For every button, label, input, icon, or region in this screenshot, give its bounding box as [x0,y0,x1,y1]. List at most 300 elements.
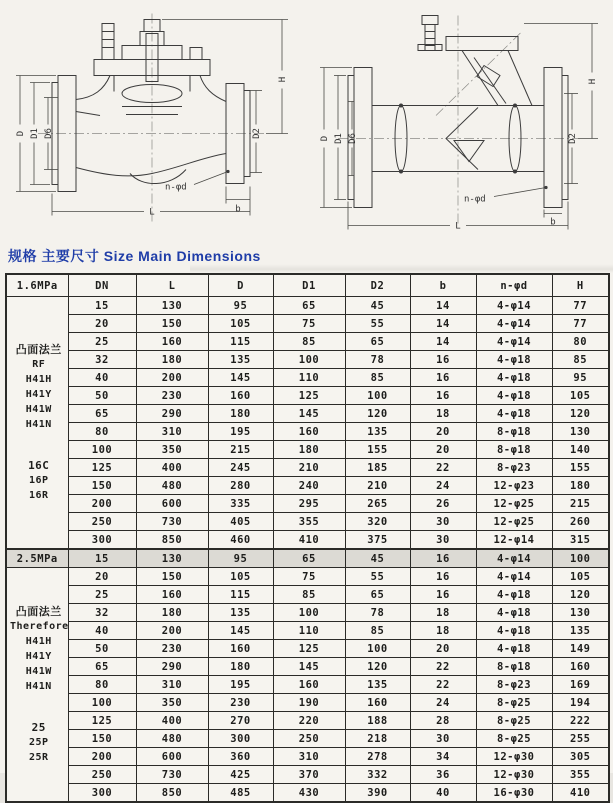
cell-d1: 250 [273,730,345,748]
cell-nphid: 4-φ18 [476,351,552,369]
cell-d1: 190 [273,694,345,712]
cell-h: 130 [552,604,609,622]
table-row [6,369,609,387]
cell-dn: 40 [68,622,136,640]
cell-d2: 185 [345,459,410,477]
cell-l: 290 [136,405,208,423]
cell-b: 18 [410,622,476,640]
table-row [6,784,609,803]
cell-l: 730 [136,766,208,784]
cell-l: 310 [136,676,208,694]
cell-b: 26 [410,495,476,513]
dimension-labels [320,79,598,232]
cell-d: 405 [208,513,273,531]
cell-nphid: 12-φ30 [476,748,552,766]
cell-d2: 135 [345,676,410,694]
pressure-label: 2.5MPa [6,549,68,568]
cell-d: 115 [208,586,273,604]
cell-l: 200 [136,369,208,387]
cell-h: 260 [552,513,609,531]
cell-dn: 250 [68,513,136,531]
cell-d1: 160 [273,676,345,694]
dim-label-d: D [16,130,26,137]
cell-nphid: 4-φ18 [476,586,552,604]
cell-nphid: 8-φ25 [476,712,552,730]
cell-h: 215 [552,495,609,513]
cell-b: 22 [410,676,476,694]
cell-d: 135 [208,351,273,369]
cell-h: 105 [552,387,609,405]
cell-dn: 32 [68,351,136,369]
cell-d: 360 [208,748,273,766]
cell-b: 18 [410,604,476,622]
cell-h: 355 [552,766,609,784]
series-label-cell [6,297,68,550]
label-group [10,342,68,432]
table-row [6,423,609,441]
cell-h: 194 [552,694,609,712]
cell-d: 245 [208,459,273,477]
cell-nphid: 12-φ14 [476,531,552,550]
table-row [6,568,609,586]
cell-dn: 20 [68,568,136,586]
cell-nphid: 4-φ18 [476,369,552,387]
cell-l: 350 [136,694,208,712]
dim-label-nphid: n-φd [165,182,187,193]
cell-nphid: 4-φ14 [476,297,552,315]
cell-l: 600 [136,495,208,513]
cell-h: 105 [552,568,609,586]
dim-label-nphid: n-φd [464,194,486,205]
cell-d: 115 [208,333,273,351]
cell-l: 200 [136,622,208,640]
cell-d1: 110 [273,369,345,387]
table-row [6,297,609,315]
cell-d1: 125 [273,640,345,658]
cell-d1: 370 [273,766,345,784]
valve-outline [52,20,250,192]
cell-d2: 85 [345,369,410,387]
series-label: H41N [25,681,52,692]
lift-check-valve-svg [2,2,302,238]
cell-d2: 65 [345,333,410,351]
dim-label-h: H [588,78,598,85]
cell-l: 130 [136,297,208,315]
table-row [6,459,609,477]
table-row [6,604,609,622]
cell-d2: 45 [345,297,410,315]
cell-b: 18 [410,405,476,423]
cell-d2: 135 [345,423,410,441]
cell-h: 120 [552,405,609,423]
dimensions-table [5,273,610,803]
dim-label-l: L [455,221,461,232]
cell-d1: 110 [273,622,345,640]
table-row [6,441,609,459]
cell-l: 400 [136,459,208,477]
table-row [6,315,609,333]
cell-d2: 390 [345,784,410,803]
table-row [6,351,609,369]
cell-d: 195 [208,676,273,694]
cell-b: 40 [410,784,476,803]
cell-dn: 15 [68,549,136,568]
cell-d2: 155 [345,441,410,459]
series-label: H41Y [25,651,52,662]
series-label-cell [6,568,68,803]
cell-d2: 120 [345,405,410,423]
cell-dn: 50 [68,640,136,658]
label-group [10,604,68,694]
cell-nphid: 8-φ25 [476,694,552,712]
cell-d1: 410 [273,531,345,550]
series-label: RF [32,359,46,370]
cell-b: 24 [410,477,476,495]
cell-nphid: 4-φ18 [476,622,552,640]
lift-check-valve-drawing [2,2,302,238]
series-label: H41H [25,374,52,385]
col-header-h: H [552,274,609,297]
dim-label-d6: D6 [44,128,54,139]
cell-nphid: 4-φ14 [476,568,552,586]
cell-h: 77 [552,297,609,315]
cell-d2: 55 [345,315,410,333]
table-row [6,766,609,784]
cell-dn: 150 [68,730,136,748]
cell-b: 22 [410,459,476,477]
cell-d: 95 [208,549,273,568]
cell-dn: 250 [68,766,136,784]
cell-d2: 188 [345,712,410,730]
cell-l: 600 [136,748,208,766]
cell-d2: 78 [345,604,410,622]
cell-d: 485 [208,784,273,803]
cell-d1: 145 [273,405,345,423]
series-label: Therefore [10,621,69,632]
cell-d: 180 [208,658,273,676]
dim-label-b: b [550,217,556,228]
cell-d2: 320 [345,513,410,531]
series-label: 25 [31,721,46,734]
cell-d: 105 [208,315,273,333]
cell-l: 150 [136,315,208,333]
cell-d1: 160 [273,423,345,441]
cell-d: 335 [208,495,273,513]
series-label: H41W [25,666,52,677]
cell-nphid: 12-φ30 [476,766,552,784]
cell-nphid: 12-φ25 [476,495,552,513]
cell-d: 95 [208,297,273,315]
dim-label-l: L [149,207,155,218]
cell-b: 14 [410,315,476,333]
cell-d2: 85 [345,622,410,640]
cell-d1: 100 [273,351,345,369]
label-group [10,458,68,503]
cell-b: 34 [410,748,476,766]
dim-label-h: H [278,76,288,83]
cell-l: 850 [136,784,208,803]
cell-l: 400 [136,712,208,730]
cell-d: 280 [208,477,273,495]
cell-b: 24 [410,694,476,712]
dim-label-d1: D1 [30,128,40,139]
cell-d1: 145 [273,658,345,676]
cell-nphid: 8-φ23 [476,459,552,477]
cell-d2: 120 [345,658,410,676]
col-header-dn: DN [68,274,136,297]
cell-d: 270 [208,712,273,730]
cell-d1: 180 [273,441,345,459]
cell-dn: 50 [68,387,136,405]
cell-nphid: 4-φ14 [476,315,552,333]
label-group [10,720,68,765]
cell-d: 460 [208,531,273,550]
cell-d1: 240 [273,477,345,495]
cell-dn: 300 [68,531,136,550]
series-label: H41Y [25,389,52,400]
col-header-l: L [136,274,208,297]
cell-dn: 80 [68,676,136,694]
cell-b: 20 [410,441,476,459]
cell-dn: 200 [68,748,136,766]
series-label: 凸面法兰 [15,343,62,356]
cell-d1: 210 [273,459,345,477]
center-lines [338,16,578,224]
cell-nphid: 8-φ25 [476,730,552,748]
cell-dn: 100 [68,441,136,459]
cell-h: 130 [552,423,609,441]
cell-dn: 125 [68,712,136,730]
dim-label-d: D [320,135,330,142]
cell-h: 410 [552,784,609,803]
cell-d1: 220 [273,712,345,730]
cell-l: 480 [136,730,208,748]
col-header-d1: D1 [273,274,345,297]
cell-b: 14 [410,333,476,351]
cell-nphid: 16-φ30 [476,784,552,803]
cell-nphid: 4-φ18 [476,640,552,658]
cell-b: 14 [410,297,476,315]
series-label: 25R [28,752,49,763]
dim-label-d6: D6 [348,133,358,144]
table-row [6,712,609,730]
series-label: 凸面法兰 [15,605,62,618]
cell-b: 20 [410,640,476,658]
cell-d2: 278 [345,748,410,766]
cell-h: 169 [552,676,609,694]
cell-dn: 40 [68,369,136,387]
swing-check-valve-drawing [308,2,608,238]
cell-d1: 125 [273,387,345,405]
cell-dn: 80 [68,423,136,441]
cell-d2: 45 [345,549,410,568]
cell-dn: 65 [68,405,136,423]
cell-d1: 355 [273,513,345,531]
cell-l: 180 [136,604,208,622]
cell-d2: 332 [345,766,410,784]
table-header-row [6,274,609,297]
cell-nphid: 4-φ18 [476,405,552,423]
center-lines [38,14,266,222]
cell-d1: 85 [273,586,345,604]
cell-h: 100 [552,549,609,568]
cell-l: 850 [136,531,208,550]
cell-l: 160 [136,586,208,604]
swing-check-valve-svg [308,2,608,238]
cell-d1: 65 [273,549,345,568]
cell-nphid: 4-φ14 [476,333,552,351]
cell-d2: 210 [345,477,410,495]
cell-dn: 15 [68,297,136,315]
col-header-b: b [410,274,476,297]
cell-h: 149 [552,640,609,658]
cell-l: 130 [136,549,208,568]
cell-l: 230 [136,387,208,405]
cell-nphid: 4-φ14 [476,549,552,568]
cell-h: 77 [552,315,609,333]
cell-h: 140 [552,441,609,459]
cell-h: 120 [552,586,609,604]
cell-d2: 100 [345,640,410,658]
cell-d: 160 [208,640,273,658]
table-row [6,586,609,604]
dim-label-d1: D1 [334,133,344,144]
cell-b: 16 [410,369,476,387]
cell-dn: 300 [68,784,136,803]
cell-b: 20 [410,423,476,441]
cell-h: 222 [552,712,609,730]
cell-l: 230 [136,640,208,658]
cell-nphid: 8-φ18 [476,423,552,441]
cell-l: 310 [136,423,208,441]
col-header-nphid: n-φd [476,274,552,297]
cell-h: 305 [552,748,609,766]
cell-h: 160 [552,658,609,676]
cell-h: 80 [552,333,609,351]
cell-d1: 75 [273,568,345,586]
cell-dn: 200 [68,495,136,513]
pressure-label: 1.6MPa [6,274,68,297]
cell-dn: 20 [68,315,136,333]
cell-nphid: 8-φ18 [476,658,552,676]
cell-d2: 78 [345,351,410,369]
cell-dn: 65 [68,658,136,676]
page-title: 规格 主要尺寸 Size Main Dimensions [8,248,261,264]
cell-b: 16 [410,586,476,604]
cell-dn: 100 [68,694,136,712]
cell-d1: 65 [273,297,345,315]
cell-d: 145 [208,622,273,640]
cell-b: 36 [410,766,476,784]
table-row [6,549,609,568]
cell-b: 22 [410,658,476,676]
cell-dn: 32 [68,604,136,622]
cell-b: 30 [410,513,476,531]
col-header-d: D [208,274,273,297]
cell-l: 160 [136,333,208,351]
cell-d1: 430 [273,784,345,803]
cell-b: 16 [410,387,476,405]
cell-b: 30 [410,730,476,748]
cell-d2: 375 [345,531,410,550]
table-row [6,405,609,423]
series-label: 25P [28,737,49,748]
cell-d: 300 [208,730,273,748]
table-row [6,640,609,658]
table-row [6,676,609,694]
series-label: 16P [28,475,49,486]
table-row [6,333,609,351]
cell-dn: 25 [68,586,136,604]
cell-d2: 160 [345,694,410,712]
cell-l: 150 [136,568,208,586]
table-row [6,387,609,405]
table-row [6,694,609,712]
table-row [6,730,609,748]
cell-d2: 265 [345,495,410,513]
dim-label-d2: D2 [252,128,262,139]
cell-d: 195 [208,423,273,441]
cell-d1: 75 [273,315,345,333]
series-label: H41N [25,419,52,430]
series-label: H41W [25,404,52,415]
cell-dn: 150 [68,477,136,495]
col-header-d2: D2 [345,274,410,297]
cell-d: 215 [208,441,273,459]
cell-h: 135 [552,622,609,640]
table-row [6,495,609,513]
cell-h: 155 [552,459,609,477]
cell-h: 85 [552,351,609,369]
cell-d2: 100 [345,387,410,405]
cell-h: 95 [552,369,609,387]
cell-h: 315 [552,531,609,550]
cell-b: 30 [410,531,476,550]
cell-d1: 85 [273,333,345,351]
cell-d: 160 [208,387,273,405]
cell-dn: 25 [68,333,136,351]
cell-b: 16 [410,549,476,568]
cell-d: 180 [208,405,273,423]
cell-h: 255 [552,730,609,748]
cell-nphid: 8-φ23 [476,676,552,694]
series-label: H41H [25,636,52,647]
series-label: 16C [28,459,50,472]
cell-b: 28 [410,712,476,730]
series-label: 16R [28,490,49,501]
cell-d2: 55 [345,568,410,586]
cell-h: 180 [552,477,609,495]
cell-dn: 125 [68,459,136,477]
cell-nphid: 8-φ18 [476,441,552,459]
cell-d: 105 [208,568,273,586]
cell-d1: 100 [273,604,345,622]
cell-d: 135 [208,604,273,622]
cell-l: 730 [136,513,208,531]
cell-d1: 310 [273,748,345,766]
cell-l: 290 [136,658,208,676]
cell-nphid: 12-φ25 [476,513,552,531]
table-row [6,622,609,640]
table-row [6,531,609,550]
cell-nphid: 12-φ23 [476,477,552,495]
drawings-row [0,0,613,238]
cell-b: 16 [410,568,476,586]
dim-label-d2: D2 [568,133,578,144]
cell-d2: 218 [345,730,410,748]
table-row [6,513,609,531]
dim-label-b: b [235,204,241,215]
